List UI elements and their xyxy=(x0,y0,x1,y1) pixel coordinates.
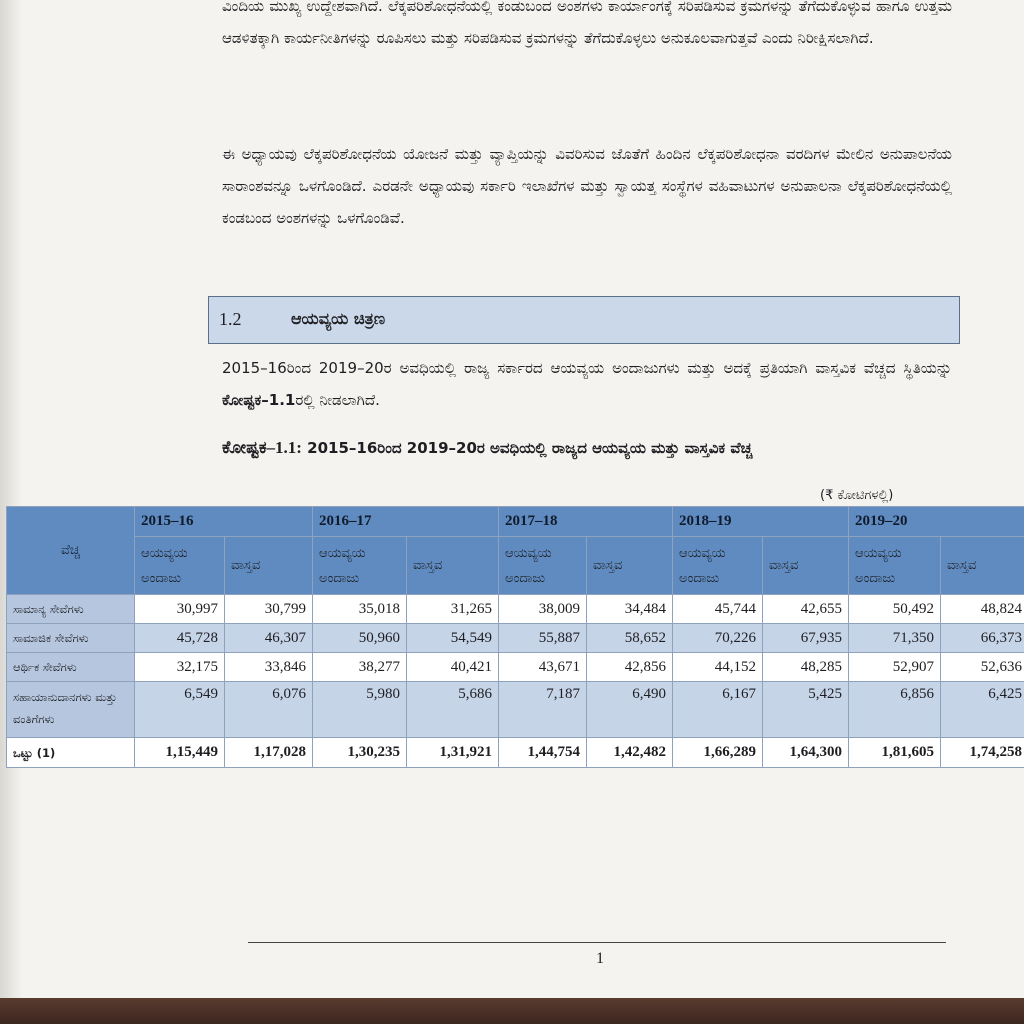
cell-value: 1,81,605 xyxy=(849,738,941,768)
budget-estimate-header: ಆಯವ್ಯಯ ಅಂದಾಜು xyxy=(313,537,407,595)
table-row-grants-contributions xyxy=(7,682,1024,738)
cell-value: 44,152 xyxy=(673,653,763,682)
year-header: 2016–17 xyxy=(313,507,499,537)
cell-value: 30,997 xyxy=(135,595,225,624)
cell-value: 66,373 xyxy=(941,624,1024,653)
cell-value: 45,728 xyxy=(135,624,225,653)
cell-value: 34,484 xyxy=(587,595,673,624)
cell-value: 30,799 xyxy=(225,595,313,624)
cell-value: 6,425 xyxy=(941,682,1024,738)
cell-value: 58,652 xyxy=(587,624,673,653)
cell-value: 38,009 xyxy=(499,595,587,624)
page-number: 1 xyxy=(596,950,604,967)
actual-header: ವಾಸ್ತವ xyxy=(941,537,1024,595)
intro-paragraph-chapters: ಈ ಅಧ್ಯಾಯವು ಲೆಕ್ಕಪರಿಶೋಧನೆಯ ಯೋಜನೆ ಮತ್ತು ವ್ಯಾಪ್ತಿಯನ್ನು ವಿವರಿಸುವ ಜೊತೆಗೆ ಹಿಂದಿನ ಲೆಕ್ಕಪರಿಶೋಧನಾ ವರದಿಗಳ ಮೇಲಿನ ಅನುಪಾಲನೆಯ ಸಾರಾಂಶವನ್ನೂ ಒಳಗೊಂಡಿದೆ. ಎರಡನೇ ಅಧ್ಯಾಯವು ಸರ್ಕಾರಿ ಇಲಾಖೆಗಳ ಮತ್ತು ಸ್ವಾಯತ್ತ ಸಂಸ್ಥೆಗಳ ವಹಿವಾಟುಗಳ ಅನುಪಾಲನಾ ಲೆಕ್ಕಪರಿಶೋಧನೆಯಲ್ಲಿ ಕಂಡಬಂದ ಅಂಶಗಳನ್ನು ಒಳಗೊಂಡಿವೆ. xyxy=(222,145,952,227)
desk-edge xyxy=(0,998,1024,1024)
year-header: 2017–18 xyxy=(499,507,673,537)
cell-value: 1,17,028 xyxy=(225,738,313,768)
actual-header: ವಾಸ್ತವ xyxy=(763,537,849,595)
cell-value: 71,350 xyxy=(849,624,941,653)
cell-value: 6,490 xyxy=(587,682,673,738)
cell-value: 45,744 xyxy=(673,595,763,624)
budget-estimate-header: ಆಯವ್ಯಯ ಅಂದಾಜು xyxy=(499,537,587,595)
budget-estimate-header: ಆಯವ್ಯಯ ಅಂದಾಜು xyxy=(849,537,941,595)
row-label: ಒಟ್ಟು (1) xyxy=(7,738,135,768)
cell-value: 1,42,482 xyxy=(587,738,673,768)
cell-value: 52,907 xyxy=(849,653,941,682)
year-header: 2015–16 xyxy=(135,507,313,537)
budget-paragraph-start: 2015–16ರಿಂದ 2019–20ರ ಅವಧಿಯಲ್ಲಿ ರಾಜ್ಯ ಸರ್ಕಾರದ ಆಯವ್ಯಯ ಅಂದಾಜುಗಳು ಮತ್ತು ಅದಕ್ಕೆ ಪ್ರತಿಯಾಗಿ ವಾಸ್ತವಿಕ ವೆಚ್ಚದ ಸ್ಥಿತಿಯನ್ನು xyxy=(222,359,952,377)
cell-value: 54,549 xyxy=(407,624,499,653)
actual-header: ವಾಸ್ತವ xyxy=(587,537,673,595)
cell-value: 43,671 xyxy=(499,653,587,682)
table-row-general-services xyxy=(7,595,1024,624)
table-caption-text: 2015–16ರಿಂದ 2019–20ರ ಅವಧಿಯಲ್ಲಿ ರಾಜ್ಯದ ಆಯವ್ಯಯ ಮತ್ತು ವಾಸ್ತವಿಕ ವೆಚ್ಚ xyxy=(307,439,753,457)
table-subheader-row xyxy=(7,537,1024,595)
row-label: ಸಾಮಾಜಿಕ ಸೇವೆಗಳು xyxy=(7,624,135,653)
cell-value: 1,31,921 xyxy=(407,738,499,768)
cell-value: 48,824 xyxy=(941,595,1024,624)
section-heading-budget-profile xyxy=(208,296,960,344)
cell-value: 32,175 xyxy=(135,653,225,682)
cell-value: 50,492 xyxy=(849,595,941,624)
table-caption-label: ಕೋಷ್ಟಕ–1.1: xyxy=(222,438,302,457)
cell-value: 33,846 xyxy=(225,653,313,682)
cell-value: 6,856 xyxy=(849,682,941,738)
cell-value: 50,960 xyxy=(313,624,407,653)
cell-value: 5,425 xyxy=(763,682,849,738)
cell-value: 55,887 xyxy=(499,624,587,653)
cell-value: 46,307 xyxy=(225,624,313,653)
section-number: 1.2 xyxy=(219,309,242,329)
budget-estimate-header: ಆಯವ್ಯಯ ಅಂದಾಜು xyxy=(135,537,225,595)
table-unit-note: (₹ ಕೋಟಿಗಳಲ್ಲಿ) xyxy=(820,488,894,503)
budget-expenditure-table xyxy=(6,506,1024,768)
cell-value: 35,018 xyxy=(313,595,407,624)
cell-value: 40,421 xyxy=(407,653,499,682)
row-label: ಆರ್ಥಿಕ ಸೇವೆಗಳು xyxy=(7,653,135,682)
cell-value: 6,167 xyxy=(673,682,763,738)
cell-value: 38,277 xyxy=(313,653,407,682)
cell-value: 1,64,300 xyxy=(763,738,849,768)
budget-paragraph-end: ರಲ್ಲಿ ನೀಡಲಾಗಿದೆ. xyxy=(295,391,380,409)
budget-paragraph xyxy=(222,352,952,416)
actual-header: ವಾಸ್ತವ xyxy=(407,537,499,595)
cell-value: 70,226 xyxy=(673,624,763,653)
cell-value: 1,74,258 xyxy=(941,738,1024,768)
cell-value: 1,15,449 xyxy=(135,738,225,768)
cell-value: 5,980 xyxy=(313,682,407,738)
budget-estimate-header: ಆಯವ್ಯಯ ಅಂದಾಜು xyxy=(673,537,763,595)
table-year-header-row xyxy=(7,507,1024,537)
table-caption xyxy=(222,438,962,458)
footer-divider xyxy=(248,942,946,943)
table-row-economic-services xyxy=(7,653,1024,682)
cell-value: 42,856 xyxy=(587,653,673,682)
table-row-total xyxy=(7,738,1024,768)
actual-header: ವಾಸ್ತವ xyxy=(225,537,313,595)
cell-value: 42,655 xyxy=(763,595,849,624)
cell-value: 52,636 xyxy=(941,653,1024,682)
cell-value: 1,66,289 xyxy=(673,738,763,768)
table-row-social-services xyxy=(7,624,1024,653)
cell-value: 6,076 xyxy=(225,682,313,738)
cell-value: 31,265 xyxy=(407,595,499,624)
cell-value: 48,285 xyxy=(763,653,849,682)
year-header: 2018–19 xyxy=(673,507,849,537)
row-label: ಸಹಾಯಾನುದಾನಗಳು ಮತ್ತು ವಂತಿಗೆಗಳು xyxy=(7,682,135,738)
cell-value: 1,44,754 xyxy=(499,738,587,768)
cell-value: 1,30,235 xyxy=(313,738,407,768)
cell-value: 67,935 xyxy=(763,624,849,653)
cell-value: 6,549 xyxy=(135,682,225,738)
section-title: ಆಯವ್ಯಯ ಚಿತ್ರಣ xyxy=(291,309,386,328)
intro-paragraph-top: ವಿಂದಿಯ ಮುಖ್ಯ ಉದ್ದೇಶವಾಗಿದೆ. ಲೆಕ್ಕಪರಿಶೋಧನೆಯಲ್ಲಿ ಕಂಡುಬಂದ ಅಂಶಗಳು ಕಾರ್ಯಾಂಗಕ್ಕೆ ಸರಿಪಡಿಸುವ ಕ್ರಮಗಳನ್ನು ತೆಗೆದುಕೊಳ್ಳುವ ಹಾಗೂ ಉತ್ತಮ ಆಡಳಿತಕ್ಕಾಗಿ ಕಾರ್ಯನೀತಿಗಳನ್ನು ರೂಪಿಸಲು ಮತ್ತು ಸರಿಪಡಿಸುವ ಕ್ರಮಗಳನ್ನು ತೆಗೆದುಕೊಳ್ಳಲು ಅನುಕೂಲವಾಗುತ್ತವೆ ಎಂದು ನಿರೀಕ್ಷಿಸಲಾಗಿದೆ. xyxy=(222,0,952,47)
table-reference: ಕೋಷ್ಟಕ–1.1 xyxy=(222,391,296,409)
cell-value: 7,187 xyxy=(499,682,587,738)
row-label: ಸಾಮಾನ್ಯ ಸೇವೆಗಳು xyxy=(7,595,135,624)
year-header: 2019–20 xyxy=(849,507,1024,537)
row-header-expenditure: ವೆಚ್ಚ xyxy=(7,507,135,595)
cell-value: 5,686 xyxy=(407,682,499,738)
